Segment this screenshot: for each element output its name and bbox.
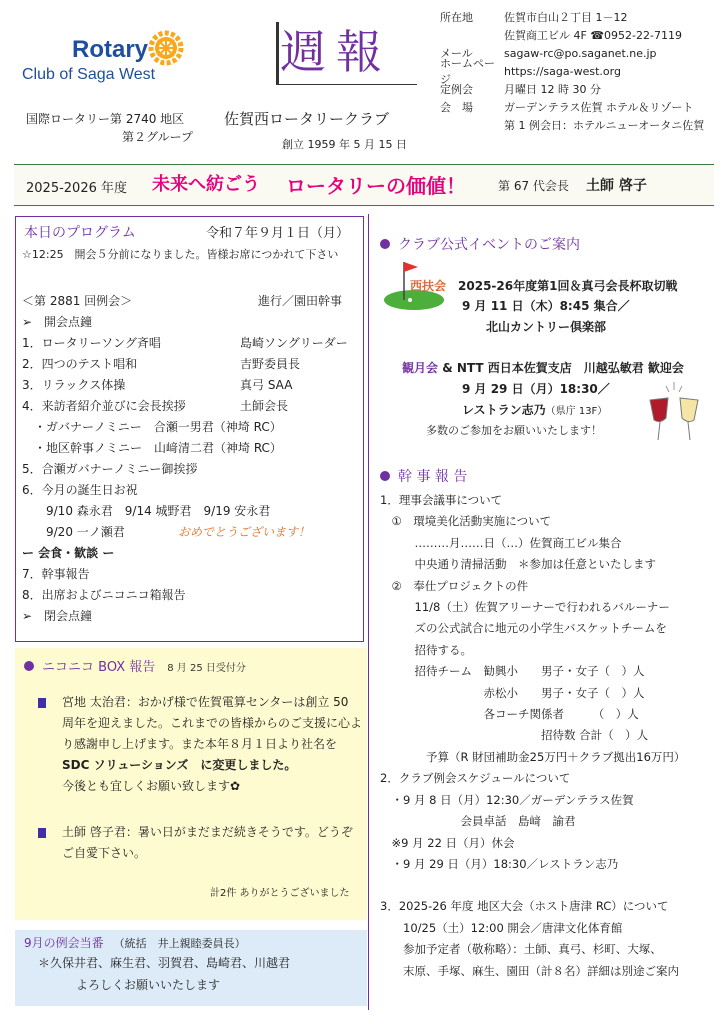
program-line: ＜第 2881 回例会＞ 進行／園田幹事 bbox=[22, 294, 343, 308]
info-label: メール bbox=[440, 47, 473, 60]
square-bullet-icon bbox=[38, 698, 46, 708]
report-line: ………月……日（…）佐賀商工ビル集合 bbox=[380, 535, 622, 550]
rotary-logo-text: Rotary bbox=[72, 36, 149, 63]
nikoniko-message-1: 宮地 太治君：おかげ様で佐賀電算センターは創立 50 周年を迎えました。これまでの皆様からのご支援に心よ り感謝申し上げます。また本年８月１日より社名を SDC ソリューションズ に変更しました。 今後とも宜しくお願い致します✿ bbox=[62, 695, 363, 793]
square-bullet-icon bbox=[38, 828, 46, 838]
year-label: 2025-2026 年度 bbox=[26, 181, 127, 196]
report-line: 10/25（土）12:00 開会／唐津文化体育館 bbox=[380, 920, 623, 935]
report-line: 赤松小 男子・女子（ ）人 bbox=[380, 685, 645, 700]
info-label: ホームページ bbox=[440, 57, 495, 86]
events-title: クラブ公式イベントのご案内 bbox=[380, 234, 580, 254]
report-line: ズの公式試合に地元の小学生バスケットチームを bbox=[380, 621, 667, 636]
nikoniko-count: 計2件 ありがとうございました bbox=[210, 888, 350, 899]
program-date: 令和７年９月１日（月） bbox=[206, 226, 350, 241]
program-line: 1．ロータリーソング斉唱 島崎ソングリーダー bbox=[22, 336, 348, 350]
president-name: 土師 啓子 bbox=[586, 178, 647, 194]
info-value: 佐賀商工ビル 4F ☎0952-22-7119 bbox=[504, 29, 682, 42]
event-1-time: 9 月 11 日（木）8:45 集合／ bbox=[462, 299, 630, 313]
report-line: ① 環境美化活動実施について bbox=[380, 514, 552, 529]
program-line: ➢ 閉会点鐘 bbox=[22, 609, 93, 623]
duty-members: ＊久保井君、麻生君、羽賀君、島崎君、川越君 bbox=[38, 956, 291, 970]
info-value: 第 1 例会日：ホテルニューオータニ佐賀 bbox=[504, 119, 705, 132]
event-1-tag: 西扶会 bbox=[410, 279, 447, 293]
report-line: 11/8（土）佐賀アリーナーで行われるバルーナー bbox=[380, 600, 670, 615]
event-2-place-line: レストラン志乃（県庁 13F） bbox=[462, 403, 608, 417]
report-line: 招待する。 bbox=[380, 642, 472, 657]
report-line: 中央通り清掃活動 ＊参加は任意といたします bbox=[380, 557, 656, 572]
report-title: 幹 事 報 告 bbox=[380, 466, 467, 486]
info-label: 会 場 bbox=[440, 101, 473, 114]
report-line: 3．2025-26 年度 地区大会（ホスト唐津 RC）について bbox=[380, 899, 669, 914]
duty-request: よろしくお願いいたします bbox=[76, 978, 221, 992]
report-line: 招待チーム 勧興小 男子・女子（ ）人 bbox=[380, 664, 645, 679]
event-1-header bbox=[410, 277, 677, 294]
district-label: 国際ロータリー第 2740 地区 bbox=[26, 112, 185, 126]
program-line: 2．四つのテスト唱和 吉野委員長 bbox=[22, 357, 301, 371]
info-label: 定例会 bbox=[440, 83, 473, 96]
homepage-link[interactable]: https://saga-west.org bbox=[504, 64, 621, 78]
program-line: 6．今月の誕生日お祝 bbox=[22, 483, 138, 497]
club-info bbox=[440, 8, 720, 134]
theme-slogan-1: 未来へ紡ごう bbox=[152, 174, 260, 195]
nikoniko-date: 8 月 25 日受付分 bbox=[167, 663, 246, 674]
bullet-dot-icon bbox=[380, 239, 390, 249]
event-1-title: 2025-26年度第1回＆真弓会長杯取切戦 bbox=[458, 279, 678, 293]
president-label: 第 67 代会長 bbox=[498, 179, 569, 193]
info-value: ガーデンテラス佐賀 ホテル＆リゾート bbox=[504, 101, 694, 114]
report-line: 参加予定者（敬称略）：土師、真弓、杉町、大塚、 bbox=[380, 942, 662, 957]
info-value: 佐賀市白山２丁目 1－12 bbox=[504, 11, 628, 24]
report-body bbox=[380, 490, 720, 982]
email-link[interactable]: sagaw-rc@po.saganet.ne.jp bbox=[504, 46, 657, 60]
event-1-place: 北山カントリー倶楽部 bbox=[486, 320, 607, 334]
column-divider bbox=[368, 214, 369, 1010]
bullet-dot-icon bbox=[380, 471, 390, 481]
program-notice: ☆12:25 開会５分前になりました。皆様お席につかれて下さい bbox=[22, 248, 339, 261]
theme-slogan-2: ロータリーの価値！ bbox=[286, 174, 466, 198]
program-line: 5．合瀬ガバナーノミニー御挨拶 bbox=[22, 462, 198, 476]
group-label: 第２グループ bbox=[122, 130, 194, 144]
event-2-tag: 観月会 bbox=[402, 361, 439, 375]
bullet-dot-icon bbox=[24, 661, 34, 671]
program-title: 本日のプログラム bbox=[24, 225, 136, 241]
report-line: ・9 月 29 日（月）18:30／レストラン志乃 bbox=[380, 856, 619, 871]
wine-toast-icon bbox=[636, 378, 712, 448]
program-line: ・ガバナーノミニー 合瀬一男君（神埼 RC） bbox=[22, 420, 282, 434]
program-line: 7．幹事報告 bbox=[22, 567, 90, 581]
event-2-title: & NTT 西日本佐賀支店 川越弘敏君 歓迎会 bbox=[438, 361, 684, 375]
program-line: ・地区幹事ノミニー 山﨑清二君（神埼 RC） bbox=[22, 441, 282, 455]
report-line: 1．理事会議事について bbox=[380, 493, 503, 507]
event-2-time: 9 月 29 日（月）18:30／ bbox=[462, 382, 610, 396]
duty-title: 9月の例会当番 （統括 井上親睦委員長） bbox=[24, 936, 246, 950]
rotary-wheel-icon bbox=[148, 30, 184, 66]
program-line: 3．リラックス体操 真弓 SAA bbox=[22, 378, 293, 392]
founded-date: 創立 1959 年 5 月 15 日 bbox=[282, 138, 407, 151]
program-line: 8．出席およびニコニコ箱報告 bbox=[22, 588, 186, 602]
report-line: ・9 月 8 日（月）12:30／ガーデンテラス佐賀 bbox=[380, 792, 634, 807]
program-line: 9/20 一ノ瀬君 おめでとうございます！ bbox=[22, 525, 311, 539]
report-line: ② 奉仕プロジェクトの件 bbox=[380, 578, 529, 593]
report-line bbox=[380, 875, 720, 896]
program-line: 4．来訪者紹介並びに会長挨拶 土師会長 bbox=[22, 399, 289, 413]
report-line: 予算（R 財団補助金25万円＋クラブ拠出16万円） bbox=[380, 749, 686, 764]
duty-subtitle: （統括 井上親睦委員長） bbox=[113, 937, 246, 950]
info-value: 月曜日 12 時 30 分 bbox=[504, 83, 601, 96]
nikoniko-title: ニコニコ BOX 報告 8 月 25 日受付分 bbox=[24, 656, 246, 675]
weekly-title: 週報 bbox=[280, 25, 392, 79]
report-line: 各コーチ関係者 （ ）人 bbox=[380, 707, 639, 722]
report-line: 会員卓話 島﨑 諭君 bbox=[380, 814, 576, 829]
program-list bbox=[22, 270, 362, 627]
club-name: 佐賀西ロータリークラブ bbox=[224, 110, 390, 128]
report-line: 2．クラブ例会スケジュールについて bbox=[380, 771, 571, 786]
report-line: ※9 月 22 日（月）休会 bbox=[380, 835, 515, 850]
nikoniko-message-2: 土師 啓子君：暑い日がまだまだ続きそうです。どうぞ ご自愛下さい。 bbox=[62, 825, 353, 860]
report-line: 末原、手塚、麻生、園田（計８名）詳細は別途ご案内 bbox=[380, 963, 679, 978]
program-line: ➢ 開会点鐘 bbox=[22, 315, 93, 329]
program-line bbox=[22, 270, 362, 291]
info-label: 所在地 bbox=[440, 11, 473, 24]
program-line: ー 会食・歓談 ー bbox=[22, 546, 115, 560]
program-line: 9/10 森永君 9/14 城野君 9/19 安永君 bbox=[22, 504, 271, 518]
report-line: 招待数 合計（ ）人 bbox=[380, 728, 649, 743]
event-2-note: 多数のご参加をお願いいたします！ bbox=[426, 424, 602, 437]
event-2-header bbox=[402, 359, 684, 376]
rotary-logo-subtitle: Club of Saga West bbox=[22, 66, 156, 83]
